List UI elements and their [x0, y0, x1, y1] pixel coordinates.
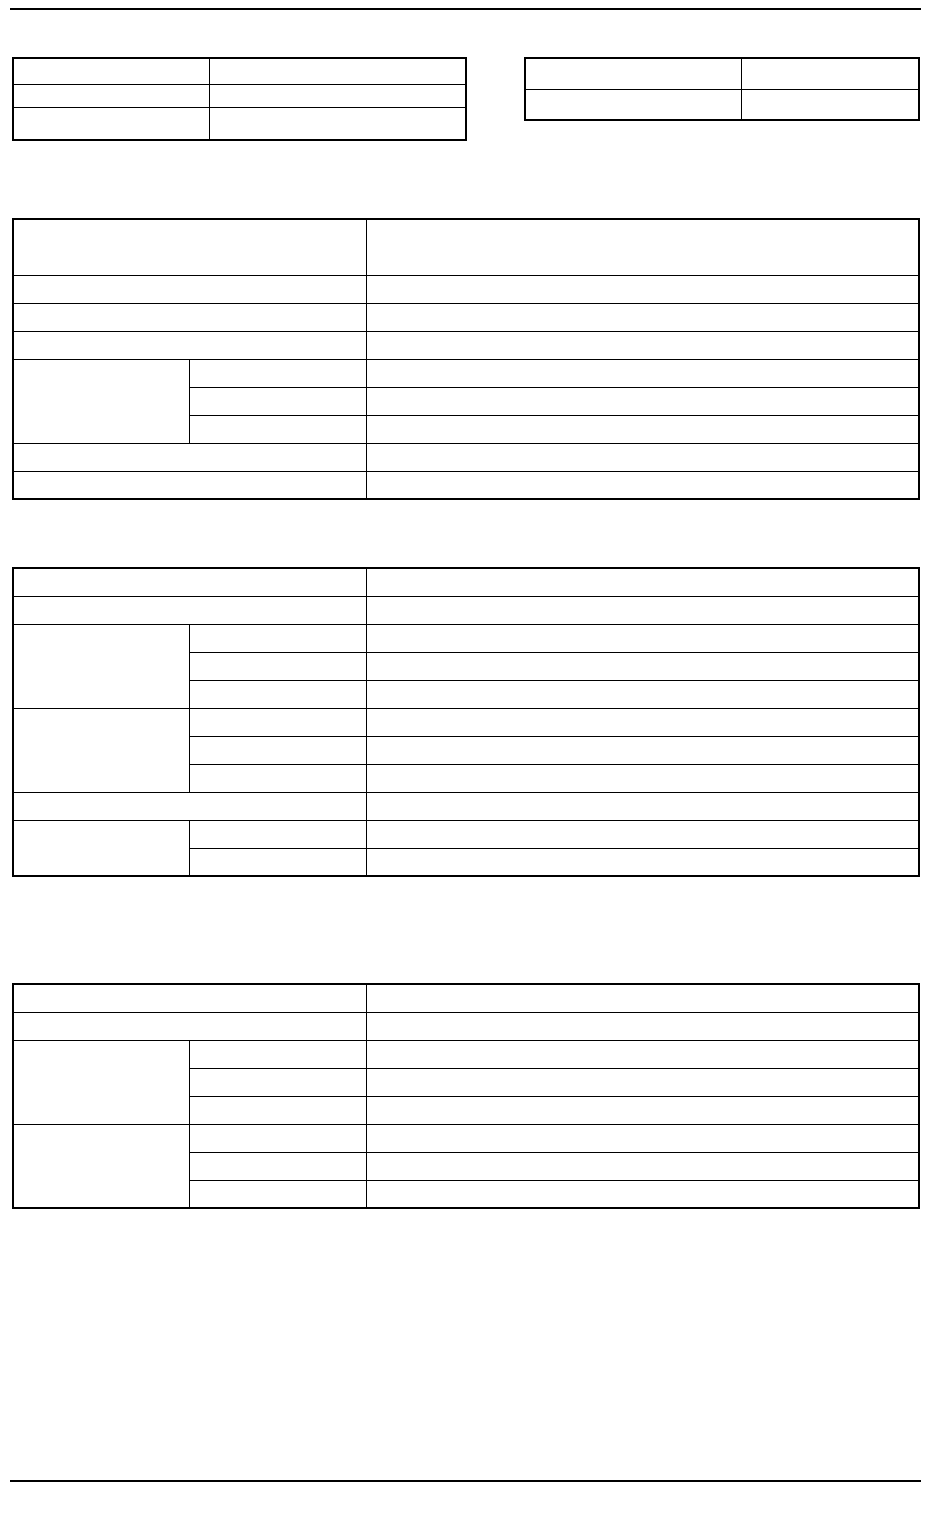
table-d-value-7	[367, 764, 919, 792]
table-row	[13, 359, 919, 387]
table-e-sub-3	[190, 1068, 367, 1096]
table-d-sub-5	[190, 708, 367, 736]
table-d-value-3	[367, 652, 919, 680]
table-row	[13, 471, 919, 499]
table-b-label-0	[525, 58, 741, 89]
table-c-value-4	[367, 359, 919, 387]
table-d-sub-3	[190, 652, 367, 680]
table-row	[13, 443, 919, 471]
table-d-value-9	[367, 820, 919, 848]
table-d-value-0	[367, 568, 919, 596]
table-e-sub-7	[190, 1180, 367, 1208]
table-a	[12, 57, 467, 141]
table-d-value-10	[367, 848, 919, 876]
table-c-value-1	[367, 275, 919, 303]
table-c-label-3	[13, 331, 367, 359]
table-d-label-1	[13, 596, 367, 624]
table-row	[525, 89, 919, 120]
table-row	[13, 275, 919, 303]
table-a-value-2	[209, 107, 466, 140]
table-d-value-1	[367, 596, 919, 624]
table-row	[525, 58, 919, 89]
table-c-label-2	[13, 303, 367, 331]
table-d-sub-4	[190, 680, 367, 708]
table-e	[12, 983, 920, 1209]
table-e-label-1	[13, 1012, 367, 1040]
table-e-sub-2	[190, 1040, 367, 1068]
table-row	[13, 58, 466, 84]
table-e-label-0	[13, 984, 367, 1012]
table-row	[13, 84, 466, 107]
table-row	[13, 331, 919, 359]
table-d-value-2	[367, 624, 919, 652]
table-e-sub-6	[190, 1152, 367, 1180]
table-c-sub-6	[190, 415, 367, 443]
table-row	[13, 1040, 919, 1068]
table-c	[12, 218, 920, 500]
table-a-value-0	[209, 58, 466, 84]
table-d-label-8	[13, 792, 367, 820]
table-d-value-6	[367, 736, 919, 764]
table-c-value-0	[367, 219, 919, 275]
table-c-value-7	[367, 443, 919, 471]
table-d-sub-9	[190, 820, 367, 848]
footer-rule	[10, 1480, 921, 1482]
table-d-sub-2	[190, 624, 367, 652]
table-e-value-7	[367, 1180, 919, 1208]
table-d-label-2	[13, 624, 190, 708]
table-e-sub-4	[190, 1096, 367, 1124]
table-d-label-5	[13, 708, 190, 792]
table-row	[13, 568, 919, 596]
table-c-value-5	[367, 387, 919, 415]
table-d-sub-6	[190, 736, 367, 764]
table-e-value-0	[367, 984, 919, 1012]
table-d-value-4	[367, 680, 919, 708]
table-d-sub-10	[190, 848, 367, 876]
table-c-label-0	[13, 219, 367, 275]
table-row	[13, 107, 466, 140]
table-d-value-8	[367, 792, 919, 820]
table-c-sub-4	[190, 359, 367, 387]
table-c-value-6	[367, 415, 919, 443]
table-e-value-3	[367, 1068, 919, 1096]
table-e-value-5	[367, 1124, 919, 1152]
table-d-value-5	[367, 708, 919, 736]
table-c-label-1	[13, 275, 367, 303]
table-c-value-2	[367, 303, 919, 331]
table-d-label-0	[13, 568, 367, 596]
table-row	[13, 596, 919, 624]
header-rule	[10, 8, 921, 10]
table-b-value-0	[741, 58, 919, 89]
table-a-label-0	[13, 58, 209, 84]
table-c-label-8	[13, 471, 367, 499]
table-b-label-1	[525, 89, 741, 120]
table-e-value-6	[367, 1152, 919, 1180]
table-e-value-2	[367, 1040, 919, 1068]
table-e-sub-5	[190, 1124, 367, 1152]
table-c-value-3	[367, 331, 919, 359]
table-c-label-4	[13, 359, 190, 443]
table-row	[13, 1124, 919, 1152]
table-a-label-1	[13, 84, 209, 107]
table-row	[13, 792, 919, 820]
table-row	[13, 820, 919, 848]
table-a-label-2	[13, 107, 209, 140]
table-row	[13, 1012, 919, 1040]
table-c-value-8	[367, 471, 919, 499]
table-e-value-1	[367, 1012, 919, 1040]
table-row	[13, 984, 919, 1012]
table-b-value-1	[741, 89, 919, 120]
table-e-value-4	[367, 1096, 919, 1124]
table-row	[13, 303, 919, 331]
table-e-label-2	[13, 1040, 190, 1124]
table-row	[13, 624, 919, 652]
table-d	[12, 567, 920, 877]
table-a-value-1	[209, 84, 466, 107]
table-c-label-7	[13, 443, 367, 471]
table-row	[13, 219, 919, 275]
table-row	[13, 708, 919, 736]
table-d-sub-7	[190, 764, 367, 792]
table-d-label-9	[13, 820, 190, 876]
table-e-label-5	[13, 1124, 190, 1208]
table-b	[524, 57, 920, 121]
table-c-sub-5	[190, 387, 367, 415]
